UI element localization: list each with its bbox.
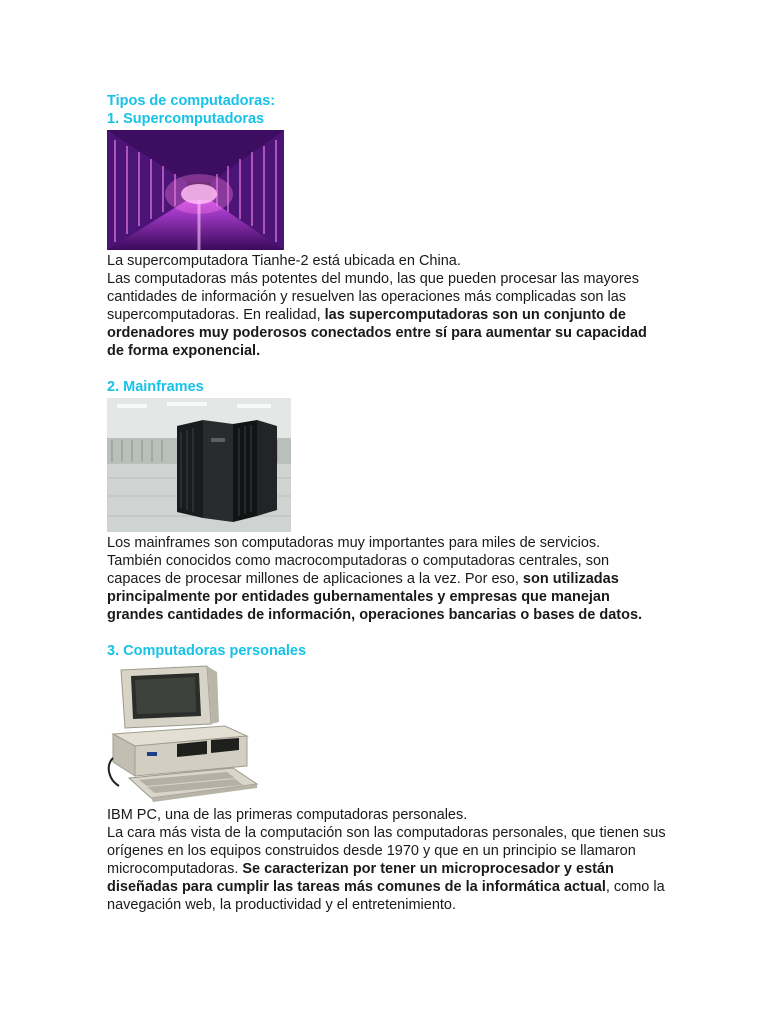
section-heading-supercomputadoras: 1. Supercomputadoras xyxy=(107,111,265,127)
supercomputer-body-text: Las computadoras más potentes del mundo, las que pueden procesar las mayores cantidades de información y resuelven las operaciones más complicadas son las supercomputadoras. En realidad, xyxy=(107,271,639,323)
supercomputer-body-bold: las supercomputadoras son un conjunto de ordenadores muy poderosos conectados entre sí para aumentar su capacidad de forma exponencial. xyxy=(107,307,647,359)
supercomputer-body xyxy=(107,270,667,360)
document-title: Tipos de computadoras: xyxy=(107,93,276,109)
personal-computer-body-text: La cara más vista de la computación son las computadoras personales, que tienen sus orígenes en los equipos construidos desde 1970 y que en un principio se llamaron microcomputadoras. xyxy=(107,825,666,877)
personal-computer-body-bold: Se caracterizan por tener un microprocesador y están diseñadas para cumplir las tareas más comunes de la informática actual xyxy=(107,861,614,895)
mainframe-image xyxy=(107,398,291,532)
section-heading-computadoras-personales: 3. Computadoras personales xyxy=(107,643,307,659)
personal-computer-body xyxy=(107,824,667,914)
section-heading-mainframes: 2. Mainframes xyxy=(107,379,204,395)
supercomputer-caption: La supercomputadora Tianhe-2 está ubicada en China. xyxy=(107,253,461,269)
document-page xyxy=(107,92,667,914)
ibm-pc-caption: IBM PC, una de las primeras computadoras personales. xyxy=(107,807,468,823)
mainframe-body-text: También conocidos como macrocomputadoras o computadoras centrales, son capaces de procesar millones de aplicaciones a la vez. Por eso, xyxy=(107,553,610,587)
supercomputer-image xyxy=(107,130,284,250)
ibm-pc-image xyxy=(107,662,259,804)
mainframe-body-bold: son utilizadas principalmente por entidades gubernamentales y empresas que manejan grandes cantidades de información, operaciones bancarias o bases de datos. xyxy=(107,571,643,623)
personal-computer-body-tail: , como la navegación web, la productividad y el entretenimiento. xyxy=(107,879,665,913)
mainframe-body xyxy=(107,552,667,624)
mainframe-caption: Los mainframes son computadoras muy importantes para miles de servicios. xyxy=(107,535,601,551)
